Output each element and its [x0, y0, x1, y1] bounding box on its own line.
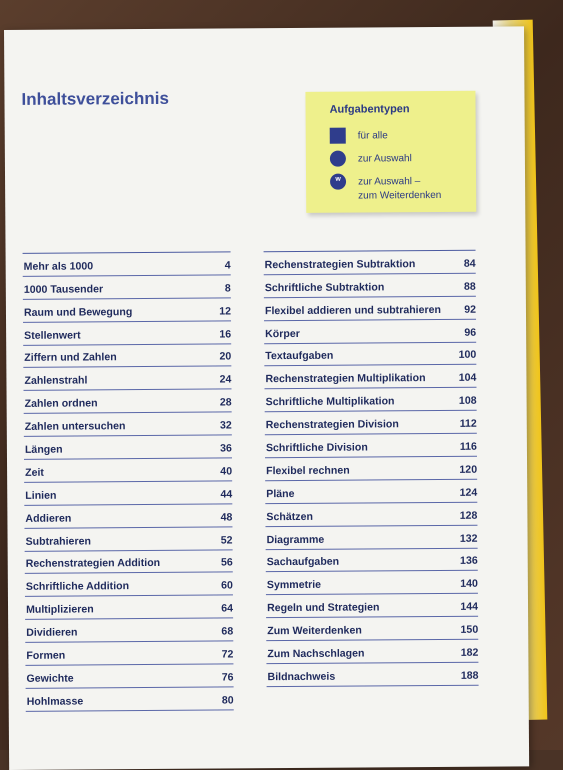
toc-entry — [23, 367, 231, 391]
toc-entry-title: Mehr als 1000 — [23, 260, 94, 273]
circle-icon — [330, 151, 346, 167]
toc-entry-page: 8 — [224, 282, 231, 295]
toc-entry-title: Subtrahieren — [25, 534, 91, 548]
toc-entry-title: Flexibel addieren und subtrahieren — [264, 303, 442, 317]
toc-entry-page: 140 — [460, 578, 478, 591]
legend-box — [305, 91, 476, 213]
toc-entry-page: 112 — [459, 417, 477, 430]
toc-entry — [265, 480, 477, 504]
toc-entry-title: Körper — [265, 327, 300, 340]
toc-entry — [25, 664, 233, 688]
toc-entry-page: 116 — [459, 440, 477, 453]
toc-entry-title: Textaufgaben — [265, 350, 334, 363]
toc-entry-page: 16 — [219, 327, 232, 341]
toc-entry-title: Zum Nachschlagen — [267, 647, 365, 661]
toc-entry — [266, 617, 478, 641]
toc-entry-page: 64 — [221, 602, 234, 615]
toc-entry-page: 24 — [219, 373, 232, 386]
toc-entry-title: Schriftliche Division — [265, 441, 368, 455]
toc-entry-page: 20 — [219, 350, 232, 363]
toc-entry — [24, 527, 232, 551]
toc-entry — [265, 411, 477, 435]
toc-entry — [264, 342, 476, 366]
toc-entry-page: 68 — [221, 625, 234, 638]
toc-entry — [265, 525, 477, 549]
toc-entry-page: 128 — [459, 509, 478, 522]
toc-entry — [266, 571, 478, 595]
toc-entry-page: 52 — [220, 533, 233, 547]
toc-entry-title: Sachaufgaben — [266, 556, 340, 569]
toc-entry-title: Rechenstrategien Multiplikation — [265, 372, 426, 386]
toc-entry-page: 76 — [221, 671, 234, 684]
toc-entry — [264, 274, 476, 298]
toc-entry-title: Regeln und Strategien — [267, 601, 380, 615]
toc-entry-page: 28 — [219, 396, 232, 409]
toc-entry-title: Zum Weiterdenken — [267, 624, 362, 638]
toc-entry-title: Gewichte — [26, 672, 74, 685]
toc-entry-title: Stellenwert — [24, 329, 81, 342]
toc-entry-title: Zeit — [25, 466, 44, 479]
toc-entry-page: 120 — [459, 463, 478, 476]
toc-entry-title: Bildnachweis — [267, 670, 336, 684]
toc-column-right — [264, 250, 479, 687]
toc-entry — [264, 319, 476, 343]
toc-entry-page: 124 — [459, 486, 478, 499]
toc-entry-page: 88 — [463, 280, 476, 293]
toc-entry — [265, 457, 477, 481]
toc-entry-title: Flexibel rechnen — [266, 464, 350, 478]
toc-entry — [265, 434, 477, 458]
toc-entry-title: Dividieren — [26, 626, 78, 640]
legend-label — [358, 175, 441, 204]
toc-entry-page: 60 — [221, 579, 233, 592]
toc-entry-page: 104 — [458, 372, 477, 385]
toc-entry-title: Längen — [24, 443, 63, 456]
legend-label: für alle — [357, 130, 388, 142]
toc-entry-page: 188 — [460, 669, 479, 682]
toc-entry — [25, 619, 233, 643]
toc-entry — [23, 252, 231, 276]
toc-entry — [25, 596, 233, 620]
toc-entry — [266, 548, 478, 572]
toc-entry — [266, 663, 478, 687]
square-icon — [330, 128, 346, 144]
toc-entry — [24, 413, 232, 437]
toc-entry-title: Schriftliche Subtraktion — [264, 281, 385, 294]
toc-entry-page: 48 — [220, 511, 233, 524]
toc-entry — [264, 296, 476, 320]
toc-entry-title: Zahlen untersuchen — [24, 420, 126, 433]
toc-entry — [265, 503, 477, 527]
toc-entry-page: 96 — [464, 326, 477, 339]
toc-entry-title: Rechenstrategien Addition — [25, 557, 161, 571]
toc-entry-page: 132 — [459, 532, 478, 545]
toc-entry-title: Pläne — [266, 487, 295, 500]
toc-entry-page: 36 — [220, 442, 232, 455]
toc-entry — [265, 388, 477, 412]
page-title: Inhaltsverzeichnis — [21, 88, 169, 109]
toc-entry-page: 108 — [458, 394, 477, 408]
toc-entry — [266, 640, 478, 664]
toc-entry-page: 12 — [219, 305, 232, 318]
toc-entry-page: 182 — [460, 646, 479, 659]
toc-entry — [23, 321, 231, 345]
toc-entry-title: Ziffern und Zahlen — [24, 351, 117, 365]
toc-entry-page: 80 — [221, 694, 234, 707]
toc-entry-title: 1000 Tausender — [23, 283, 104, 296]
toc-entry-title: Diagramme — [266, 533, 325, 546]
toc-entry-title: Rechenstrategien Division — [265, 418, 399, 432]
toc-entry-title: Hohlmasse — [26, 695, 84, 708]
toc-entry-title: Symmetrie — [266, 579, 322, 592]
toc-entry-title: Addieren — [25, 512, 72, 525]
toc-entry-title: Multiplizieren — [26, 603, 94, 617]
toc-entry-title: Rechenstrategien Subtraktion — [264, 258, 416, 272]
legend-label: zur Auswahl — [357, 153, 412, 165]
toc-entry-page: 92 — [464, 303, 477, 316]
toc-entry — [264, 251, 476, 275]
toc-entry-title: Zahlen ordnen — [24, 397, 98, 411]
toc-entry — [25, 573, 233, 597]
toc-entry — [264, 365, 476, 389]
toc-entry-page: 56 — [220, 556, 233, 569]
toc-entry — [26, 687, 234, 711]
book-page — [4, 26, 529, 770]
toc-entry — [25, 550, 233, 574]
toc-entry-page: 144 — [460, 600, 479, 614]
legend-label-line1: zur Auswahl – — [358, 176, 421, 188]
toc-entry-page: 100 — [458, 349, 477, 362]
legend-label-line2: zum Weiterdenken — [358, 189, 442, 202]
toc-entry-page: 32 — [219, 419, 232, 432]
toc-entry-page: 136 — [459, 555, 478, 568]
toc-entry-title: Schriftliche Multiplikation — [265, 395, 395, 409]
toc-entry-title: Raum und Bewegung — [23, 305, 133, 319]
toc-entry-title: Formen — [26, 649, 66, 662]
toc-entry-page: 150 — [460, 623, 479, 636]
toc-entry-title: Linien — [25, 489, 57, 502]
toc-entry-page: 4 — [224, 259, 231, 272]
toc-entry — [25, 642, 233, 666]
toc-entry-title: Zahlenstrahl — [24, 374, 88, 388]
toc-entry — [266, 594, 478, 618]
toc-entry — [24, 504, 232, 528]
w-circle-icon: w — [330, 174, 346, 190]
toc-entry-title: Schätzen — [266, 510, 313, 523]
toc-entry — [24, 390, 232, 414]
toc-entry-page: 40 — [220, 465, 233, 478]
toc-entry-page: 84 — [463, 257, 476, 270]
toc-entry-page: 72 — [221, 648, 234, 661]
toc-entry-title: Schriftliche Addition — [25, 580, 130, 594]
legend-title: Aufgabentypen — [329, 103, 410, 116]
toc-entry — [24, 458, 232, 482]
toc-entry — [23, 275, 231, 299]
toc-column-left — [23, 251, 234, 711]
toc-entry — [24, 481, 232, 505]
toc-entry-page: 44 — [220, 488, 233, 501]
toc-entry — [23, 344, 231, 368]
toc-entry — [23, 298, 231, 322]
toc-entry — [24, 436, 232, 460]
